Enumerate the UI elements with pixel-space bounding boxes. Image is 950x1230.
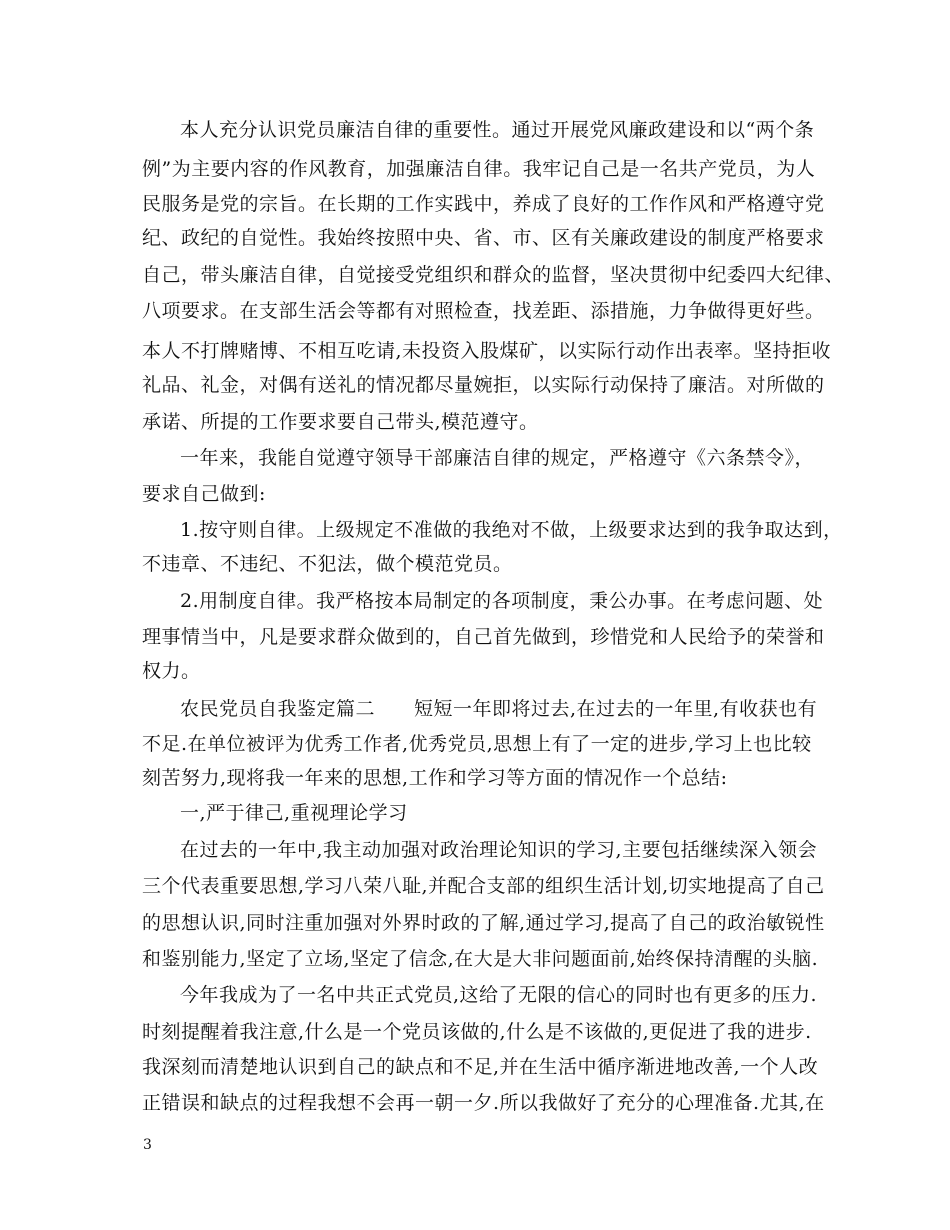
text-line: 一,严于律己,重视理论学习 bbox=[180, 802, 408, 824]
text-line: 2.用制度自律。我严格按本局制定的各项制度，秉公办事。在考虑问题、处 bbox=[180, 590, 824, 612]
text-line: 理事情当中，凡是要求群众做到的，自己首先做到，珍惜党和人民给予的荣誉和 bbox=[142, 626, 825, 648]
text-line: 今年我成为了一名中共正式党员,这给了无限的信心的同时也有更多的压力. bbox=[180, 984, 818, 1006]
text-line: 刻苦努力,现将我一年来的思想,工作和学习等方面的情况作一个总结: bbox=[142, 767, 728, 789]
text-line: 不违章、不违纪、不犯法，做个模范党员。 bbox=[142, 553, 513, 575]
text-line: 在过去的一年中,我主动加强对政治理论知识的学习,主要包括继续深入领会 bbox=[180, 839, 818, 861]
page-number: 3 bbox=[143, 1137, 152, 1153]
text-line: 的思想认识,同时注重加强对外界时政的了解,通过学习,提高了自己的政治敏锐性 bbox=[142, 912, 825, 934]
text-line: 不足.在单位被评为优秀工作者,优秀党员,思想上有了一定的进步,学习上也比较 bbox=[142, 733, 812, 755]
text-line: 要求自己做到: bbox=[142, 483, 266, 505]
text-line: 例”为主要内容的作风教育，加强廉洁自律。我牢记自己是一名共产党员，为人 bbox=[142, 158, 816, 180]
text-line: 民服务是党的宗旨。在长期的工作实践中，养成了良好的工作作风和严格遵守党 bbox=[142, 193, 825, 215]
text-line: 时刻提醒着我注意,什么是一个党员该做的,什么是不该做的,更促进了我的进步. bbox=[142, 1021, 812, 1043]
text-line: 礼品、礼金，对偶有送礼的情况都尽量婉拒，以实际行动保持了廉洁。对所做的 bbox=[142, 374, 825, 396]
text-line: 1.按守则自律。上级规定不准做的我绝对不做，上级要求达到的我争取达到， bbox=[180, 519, 843, 541]
text-line: 承诺、所提的工作要求要自己带头,模范遵守。 bbox=[142, 411, 539, 433]
text-line: 纪、政纪的自觉性。我始终按照中央、省、市、区有关廉政建设的制度严格要求 bbox=[142, 227, 825, 249]
text-line: 农民党员自我鉴定篇二 短短一年即将过去,在过去的一年里,有收获也有 bbox=[180, 698, 818, 720]
text-line: 本人充分认识党员廉洁自律的重要性。通过开展党风廉政建设和以“两个条 bbox=[180, 119, 815, 141]
text-line: 自己，带头廉洁自律，自觉接受党组织和群众的监督，坚决贯彻中纪委四大纪律、 bbox=[142, 264, 845, 286]
text-line: 正错误和缺点的过程我想不会再一朝一夕.所以我做好了充分的心理准备.尤其,在 bbox=[142, 1092, 825, 1114]
text-line: 权力。 bbox=[142, 660, 201, 682]
text-line: 八项要求。在支部生活会等都有对照检查，找差距、添措施，力争做得更好些。 bbox=[142, 300, 825, 322]
text-line: 本人不打牌赌博、不相互吃请,未投资入股煤矿，以实际行动作出表率。坚持拒收 bbox=[142, 340, 832, 362]
text-line: 三个代表重要思想,学习八荣八耻,并配合支部的组织生活计划,切实地提高了自己 bbox=[142, 875, 825, 897]
text-line: 我深刻而清楚地认识到自己的缺点和不足,并在生活中循序渐进地改善,一个人改 bbox=[142, 1056, 819, 1078]
text-line: 和鉴别能力,坚定了立场,坚定了信念,在大是大非问题面前,始终保持清醒的头脑. bbox=[142, 948, 819, 970]
text-line: 一年来，我能自觉遵守领导干部廉洁自律的规定，严格遵守《六条禁令》， bbox=[180, 447, 815, 469]
